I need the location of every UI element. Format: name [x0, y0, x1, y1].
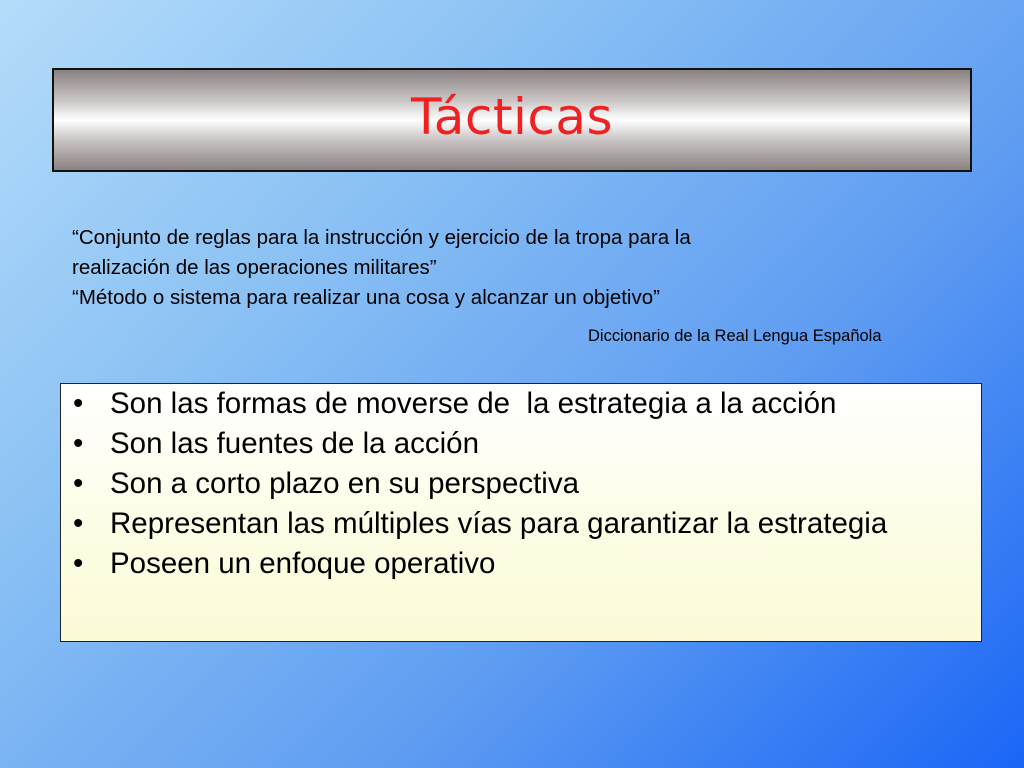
bullet-item [73, 388, 973, 420]
title-banner [52, 68, 972, 172]
slide-title: Tácticas [410, 88, 614, 146]
bullet-dot-icon: • [73, 467, 84, 500]
bullet-text: Son las fuentes de la acción [110, 427, 479, 460]
bullet-item [73, 508, 973, 540]
quote-line: realización de las operaciones militares” [72, 256, 437, 279]
bullet-text: Representan las múltiples vías para garantizar la estrategia [110, 507, 888, 540]
quote-line: “Conjunto de reglas para la instrucción y ejercicio de la tropa para la [72, 226, 691, 249]
bullet-text: Poseen un enfoque operativo [110, 547, 496, 580]
definition-quote [72, 223, 872, 313]
bullet-dot-icon: • [73, 427, 84, 460]
bullet-list [73, 388, 973, 588]
quote-source: Diccionario de la Real Lengua Española [588, 327, 882, 345]
bullet-dot-icon: • [73, 387, 84, 420]
bullet-dot-icon: • [73, 507, 84, 540]
quote-line: “Método o sistema para realizar una cosa y alcanzar un objetivo” [72, 286, 660, 309]
bullet-box [60, 383, 982, 642]
bullet-item [73, 468, 973, 500]
bullet-dot-icon: • [73, 547, 84, 580]
bullet-text: Son las formas de moverse de la estrategia a la acción [110, 387, 837, 420]
bullet-item [73, 428, 973, 460]
bullet-text: Son a corto plazo en su perspectiva [110, 467, 580, 500]
bullet-item [73, 548, 973, 580]
